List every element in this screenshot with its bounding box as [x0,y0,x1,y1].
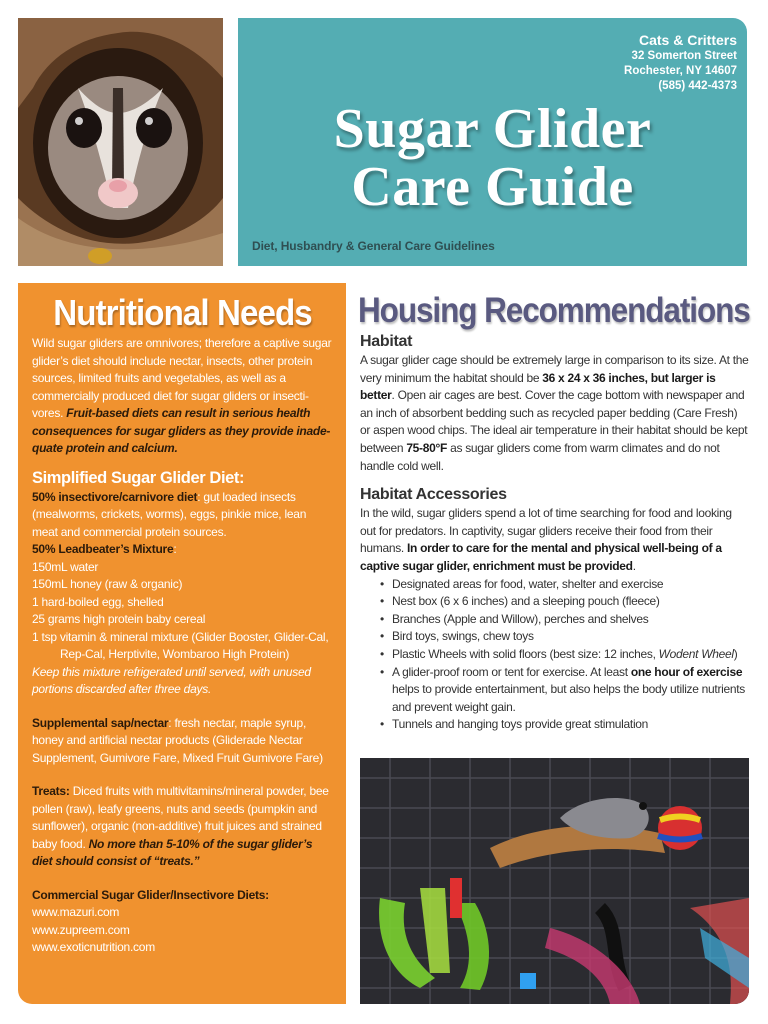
leadbeater-heading [32,541,333,559]
simplified-diet-heading: Simplified Sugar Glider Diet: [32,468,245,487]
leadbeater-item-continued: Rep-Cal, Herptivite, Wombaroo High Protein) [60,647,290,661]
leadbeater-colon: : [173,542,177,556]
habitat-text-1: A sugar glider cage should be extremely large in comparison to its size. At the very minimum the habitat should be [360,353,749,385]
accessories-text: In the wild, sugar gliders spend a lot of time searching for food and looking out for predators. In captivity, sugar gliders receive their food from their humans. [360,506,732,556]
accessories-paragraph [360,505,750,575]
list-item: • Nest box (6 x 6 inches) and a sleeping pouch (fleece) [360,593,750,611]
list-item: • Tunnels and hanging toys provide great stimulation [360,716,750,734]
treats-text: Diced fruits with multivitamins/mineral powder, bee pollen (raw), leafy greens, nuts and seeds (pumpkin and sunflower), organic (non-additive) fruit juices and strained baby food. [32,784,329,851]
nutrition-intro-warning: Fruit-based diets can result in serious health consequences for sugar gliders as they provide inade-quate protein and calcium. [32,406,331,455]
accessories-enrichment: In order to care for the mental and physical well-being of a captive sugar glider, enrichment must be provided [360,541,722,573]
treats-warning: No more than 5-10% of the sugar glider’s diet should consist of “treats.” [32,836,313,868]
list-item-wheels [360,646,750,664]
insect-diet-text: : gut loaded insects (mealworms, crickets, worms), eggs, pinkie mice, lean meat and commercial protein sources. [32,489,307,539]
leadbeater-item: 150mL honey (raw & organic) [32,577,183,591]
room-exercise: one hour of exercise [630,664,743,679]
habitat-text-3: as sugar gliders come from warm climates and do not handle cold well. [360,440,720,473]
store-contact-block [624,32,737,94]
habitat-text-2: . Open air cages are best. Cover the cage bottom with newspaper and an inch of absorbent bedding such as recycled paper bedding (Care Fresh) or aspen wood chips. The ideal air temperature in their habitat should be kept between [360,388,748,455]
insect-diet-label: 50% insectivore/carnivore diet [32,489,198,504]
sap-nectar-paragraph [32,715,333,768]
habitat-accessories-heading: Habitat Accessories [360,486,507,504]
page-subtitle: Diet, Husbandry & General Care Guidelines [252,239,495,253]
leadbeater-item: 25 grams high protein baby cereal [32,612,206,626]
housing-heading: Housing Recommendations [358,291,750,330]
wheel-brand: Wodent Wheel [658,646,734,661]
store-phone: (585) 442-4373 [658,80,737,92]
list-item-exercise [360,664,750,717]
list-item: • Designated areas for food, water, shelter and exercise [360,576,750,594]
sugar-glider-log-photo [18,18,223,266]
nutrition-intro [32,335,333,458]
wheel-text: Plastic Wheels with solid floors (best size: 12 inches, [392,646,659,661]
treats-paragraph [32,783,333,871]
header-banner [238,18,747,266]
page-title-line-2: Care Guide [351,156,634,218]
wheel-close: ) [733,646,738,661]
link-exoticnutrition[interactable]: www.exoticnutrition.com [32,940,155,954]
commercial-diets-heading: Commercial Sugar Glider/Insectivore Diets: [32,887,269,902]
treats-label: Treats: [32,784,70,798]
store-city: Rochester, NY 14607 [624,65,737,77]
sap-nectar-text: : fresh nectar, maple syrup, honey and artificial nectar products (Gliderade Nectar Supplement, Gumivore Fare, Mixed Fruit Gumivore Fare) [32,715,323,765]
list-item: • Branches (Apple and Willow), perches and shelves [360,611,750,629]
page-title-line-1: Sugar Glider [333,98,652,160]
accessories-list [360,576,750,734]
list-item: • Bird toys, swings, chew toys [360,628,750,646]
housing-section [360,290,750,734]
habitat-heading: Habitat [360,333,413,350]
page-title [238,100,747,216]
room-text-continued: helps to provide entertainment, but also helps the body utilize nutrients and prevent weight gain. [392,682,745,714]
sap-nectar-label: Supplemental sap/nectar [32,715,169,730]
room-text: A glider-proof room or tent for exercise. At least [392,664,631,679]
leadbeater-label: 50% Leadbeater’s Mixture [32,542,174,556]
leadbeater-note: Keep this mixture refrigerated until served, with unused portions discarded after three days. [32,664,311,696]
sugar-glider-cage-photo [360,758,749,1004]
nutritional-needs-heading: Nutritional Needs [53,292,312,333]
link-zupreem[interactable]: www.zupreem.com [32,922,130,937]
insect-diet-paragraph [32,489,333,542]
habitat-size: 36 x 24 x 36 inches, but larger is better [360,370,716,403]
habitat-paragraph [360,352,750,475]
link-mazuri[interactable]: www.mazuri.com [32,905,120,919]
accessories-end: . [632,558,636,573]
leadbeater-item: 150mL water [32,559,99,574]
commercial-diets-links [32,904,333,957]
leadbeater-item: 1 tsp vitamin & mineral mixture (Glider Booster, Glider-Cal, [32,629,329,644]
store-name: Cats & Critters [638,32,737,48]
store-street: 32 Somerton Street [631,50,737,62]
leadbeater-item: 1 hard-boiled egg, shelled [32,594,164,609]
nutrition-intro-text: Wild sugar gliders are omnivores; therefore a captive sugar glider’s diet should include nectar, insects, other protein sources, limited fruits and vegetables, as well as a commercially produced diet for sugar gliders or insecti-vores. [32,336,332,420]
nutritional-needs-panel [18,283,346,1004]
habitat-temperature: 75-80°F [406,440,448,455]
